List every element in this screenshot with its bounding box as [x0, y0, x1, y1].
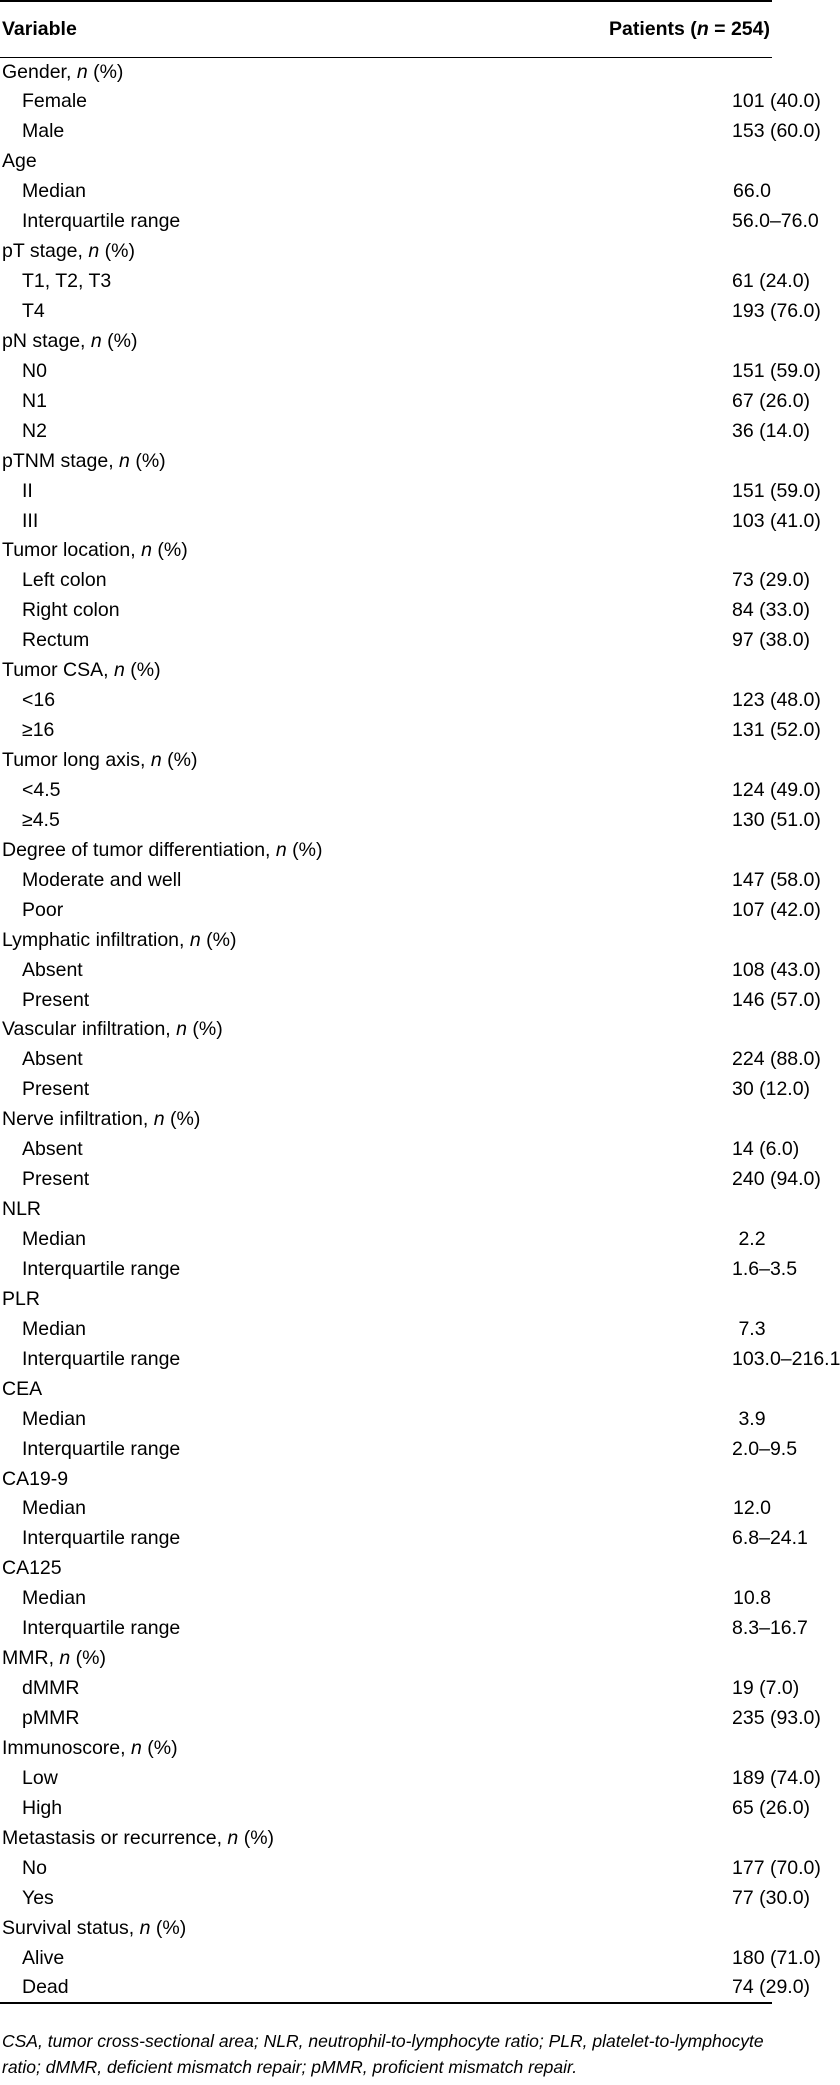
variable-label: Female — [22, 90, 88, 113]
variable-cell — [0, 1165, 440, 1195]
variable-cell — [0, 1344, 440, 1374]
variable-label: Tumor location, — [2, 539, 142, 562]
table-row — [0, 1763, 772, 1793]
variable-label: Lymphatic infiltration, — [2, 928, 190, 951]
value-cell — [440, 925, 772, 955]
variable-label-suffix: (%) — [87, 60, 124, 83]
variable-label-suffix: (%) — [161, 749, 198, 772]
variable-cell — [0, 746, 440, 776]
table-row — [0, 1404, 772, 1434]
variable-cell — [0, 716, 440, 746]
value-cell — [440, 1644, 772, 1674]
value-cell: 2.2 — [738, 1228, 766, 1251]
variable-label-suffix: (%) — [129, 449, 166, 472]
variable-label: Dead — [22, 1975, 69, 1998]
variable-label: Median — [22, 1587, 86, 1610]
variable-cell — [0, 1763, 440, 1793]
value-cell — [440, 326, 772, 356]
value-cell: 193 (76.0) — [732, 299, 821, 322]
value-cell — [440, 1823, 772, 1853]
value-cell — [440, 1913, 772, 1943]
variable-label: Absent — [22, 1138, 83, 1161]
variable-label-suffix: (%) — [200, 928, 237, 951]
variable-label: Present — [22, 1078, 90, 1101]
value-cell: 147 (58.0) — [732, 868, 821, 891]
table-row — [0, 117, 772, 147]
table-body — [0, 57, 840, 2003]
variable-label-n: n — [227, 1826, 239, 1849]
variable-cell — [0, 446, 440, 476]
table-row — [0, 1344, 772, 1374]
variable-label: N2 — [22, 419, 47, 442]
variable-label: T4 — [22, 299, 45, 322]
table-row — [0, 955, 772, 985]
variable-cell — [0, 1734, 440, 1764]
table-row — [0, 985, 772, 1015]
table-row — [0, 446, 772, 476]
table-row — [0, 1374, 772, 1404]
variable-cell — [0, 177, 440, 207]
value-cell — [440, 656, 772, 686]
table-row — [0, 776, 772, 806]
variable-cell — [0, 1404, 440, 1434]
variable-label: pT stage, — [2, 240, 89, 263]
variable-label-suffix: (%) — [101, 329, 138, 352]
value-cell: 6.8–24.1 — [732, 1527, 808, 1550]
value-cell: 10.8 — [733, 1587, 771, 1610]
value-cell: 151 (59.0) — [732, 479, 821, 502]
value-cell: 107 (42.0) — [732, 898, 821, 921]
table-row — [0, 1883, 772, 1913]
variable-cell — [0, 1973, 440, 2003]
table-row — [0, 1105, 772, 1135]
variable-label: Absent — [22, 958, 83, 981]
value-cell: 146 (57.0) — [732, 988, 821, 1011]
variable-cell — [0, 1913, 440, 1943]
variable-label-suffix: (%) — [124, 659, 161, 682]
variable-cell — [0, 835, 440, 865]
variable-cell — [0, 776, 440, 806]
header-patients-n: n — [696, 17, 709, 40]
variable-cell — [0, 1075, 440, 1105]
table-row — [0, 1853, 772, 1883]
variable-cell — [0, 1464, 440, 1494]
variable-cell — [0, 1853, 440, 1883]
table-row — [0, 835, 772, 865]
value-cell: 12.0 — [733, 1497, 771, 1520]
table-row — [0, 356, 772, 386]
value-cell: 97 (38.0) — [732, 629, 811, 652]
variable-label: ≥4.5 — [22, 808, 60, 831]
table-row — [0, 746, 772, 776]
table-row — [0, 1165, 772, 1195]
variable-label: CA125 — [2, 1557, 62, 1580]
variable-cell — [0, 895, 440, 925]
variable-label: II — [22, 479, 33, 502]
table-row — [0, 1943, 772, 1973]
value-cell: 84 (33.0) — [732, 599, 811, 622]
value-cell: 189 (74.0) — [732, 1766, 821, 1789]
variable-label: Median — [22, 1407, 86, 1430]
variable-cell — [0, 87, 440, 117]
variable-label: High — [22, 1796, 63, 1819]
variable-label: Degree of tumor differentiation, — [2, 838, 276, 861]
value-cell: 36 (14.0) — [732, 419, 811, 442]
variable-label: Low — [22, 1766, 58, 1789]
table-row — [0, 267, 772, 297]
variable-label: Tumor CSA, — [2, 659, 114, 682]
value-cell: 67 (26.0) — [732, 389, 811, 412]
variable-cell — [0, 1015, 440, 1045]
variable-label-n: n — [176, 1018, 187, 1041]
variable-label-n: n — [113, 659, 125, 682]
value-cell — [440, 57, 772, 87]
variable-cell — [0, 865, 440, 895]
header-patients — [440, 1, 772, 57]
variable-cell — [0, 1434, 440, 1464]
value-cell: 124 (49.0) — [732, 778, 821, 801]
variable-cell — [0, 1045, 440, 1075]
header-variable: Variable — [2, 17, 77, 40]
variable-label: Interquartile range — [22, 1617, 181, 1640]
table-row — [0, 1075, 772, 1105]
table-row — [0, 1225, 772, 1255]
value-cell: 7.3 — [738, 1317, 766, 1340]
table-row — [0, 925, 772, 955]
value-cell: 240 (94.0) — [732, 1168, 821, 1191]
variable-cell — [0, 955, 440, 985]
value-cell — [440, 1554, 772, 1584]
table-row — [0, 895, 772, 925]
variable-label-n: n — [139, 1916, 151, 1939]
table-row — [0, 1644, 772, 1674]
variable-label: Nerve infiltration, — [2, 1108, 154, 1131]
table-row — [0, 506, 772, 536]
variable-label: T1, T2, T3 — [22, 270, 112, 293]
variable-label: N0 — [22, 359, 47, 382]
value-cell: 130 (51.0) — [732, 808, 821, 831]
variable-label-suffix: (%) — [286, 838, 323, 861]
table-row — [0, 536, 772, 566]
variable-cell — [0, 566, 440, 596]
value-cell: 224 (88.0) — [732, 1048, 821, 1071]
variable-label: Absent — [22, 1048, 83, 1071]
value-cell: 56.0–76.0 — [732, 210, 819, 233]
variable-cell — [0, 1644, 440, 1674]
value-cell: 180 (71.0) — [732, 1946, 821, 1969]
variable-label: MMR, — [2, 1647, 60, 1670]
variable-cell — [0, 536, 440, 566]
table-row — [0, 1314, 772, 1344]
value-cell — [440, 147, 772, 177]
table-row — [0, 297, 772, 327]
table-row — [0, 207, 772, 237]
variable-cell — [0, 1584, 440, 1614]
value-cell — [440, 1015, 772, 1045]
value-cell: 30 (12.0) — [732, 1078, 811, 1101]
value-cell: 103.0–216.1 — [732, 1347, 840, 1370]
value-cell — [440, 1374, 772, 1404]
variable-label: Left colon — [22, 569, 107, 592]
variable-label-n: n — [88, 240, 100, 263]
variable-label: Right colon — [22, 599, 120, 622]
table-row — [0, 596, 772, 626]
value-cell — [440, 237, 772, 267]
variable-label: <4.5 — [22, 778, 61, 801]
variable-label: Male — [22, 120, 65, 143]
variable-cell — [0, 147, 440, 177]
variable-label: III — [22, 509, 39, 532]
variable-label: Age — [2, 150, 37, 173]
value-cell: 19 (7.0) — [732, 1677, 800, 1700]
value-cell — [440, 835, 772, 865]
value-cell: 77 (30.0) — [732, 1886, 811, 1909]
variable-label: Median — [22, 1497, 86, 1520]
variable-cell — [0, 1793, 440, 1823]
variable-label-suffix: (%) — [141, 1736, 178, 1759]
value-cell — [440, 446, 772, 476]
variable-label: Interquartile range — [22, 1347, 181, 1370]
table-row — [0, 1554, 772, 1584]
variable-cell — [0, 656, 440, 686]
value-cell: 66.0 — [733, 180, 771, 203]
table-row — [0, 1674, 772, 1704]
variable-label: Moderate and well — [22, 868, 182, 891]
variable-cell — [0, 1494, 440, 1524]
variable-label: Immunoscore, — [2, 1736, 131, 1759]
table-row — [0, 1045, 772, 1075]
table-row — [0, 1734, 772, 1764]
variable-label: <16 — [22, 689, 56, 712]
variable-label: PLR — [2, 1287, 40, 1310]
table-row — [0, 1434, 772, 1464]
header-patients-suffix: = 254) — [708, 17, 770, 40]
value-cell: 153 (60.0) — [732, 120, 821, 143]
variable-cell — [0, 985, 440, 1015]
variable-label-n: n — [119, 449, 130, 472]
value-cell: 8.3–16.7 — [732, 1617, 808, 1640]
value-cell: 14 (6.0) — [732, 1138, 800, 1161]
table-row — [0, 416, 772, 446]
variable-label-suffix: (%) — [70, 1647, 107, 1670]
variable-label: pMMR — [22, 1707, 80, 1730]
variable-label: Survival status, — [2, 1916, 140, 1939]
table-row — [0, 1284, 772, 1314]
variable-label: Interquartile range — [22, 1257, 181, 1280]
table-row — [0, 177, 772, 207]
variable-label: Metastasis or recurrence, — [2, 1826, 228, 1849]
variable-cell — [0, 1195, 440, 1225]
variable-label-suffix: (%) — [151, 539, 188, 562]
variable-label-n: n — [90, 329, 102, 352]
variable-label: pTNM stage, — [2, 449, 120, 472]
variable-cell — [0, 207, 440, 237]
variable-cell — [0, 117, 440, 147]
variable-label: Interquartile range — [22, 1437, 181, 1460]
variable-label: Present — [22, 1168, 90, 1191]
variable-label: Present — [22, 988, 90, 1011]
table-row — [0, 865, 772, 895]
table-row — [0, 1464, 772, 1494]
variable-label: Vascular infiltration, — [2, 1018, 177, 1041]
value-cell: 2.0–9.5 — [732, 1437, 798, 1460]
table-row — [0, 1584, 772, 1614]
variable-cell — [0, 386, 440, 416]
value-cell — [440, 1105, 772, 1135]
variable-label: pN stage, — [2, 329, 91, 352]
variable-label: CA19-9 — [2, 1467, 69, 1490]
variable-cell — [0, 1135, 440, 1165]
table-row — [0, 656, 772, 686]
variable-cell — [0, 1314, 440, 1344]
variable-label: Alive — [22, 1946, 65, 1969]
variable-label-n: n — [76, 60, 88, 83]
variable-label-n: n — [130, 1736, 142, 1759]
table-row — [0, 626, 772, 656]
variable-label: Median — [22, 1317, 86, 1340]
variable-label-suffix: (%) — [187, 1018, 223, 1041]
value-cell: 65 (26.0) — [732, 1796, 811, 1819]
value-cell — [440, 536, 772, 566]
value-cell — [440, 1195, 772, 1225]
table-row — [0, 1614, 772, 1644]
variable-cell — [0, 326, 440, 356]
variable-label: No — [22, 1856, 47, 1879]
table-row — [0, 1135, 772, 1165]
variable-label-suffix: (%) — [238, 1826, 275, 1849]
table-row — [0, 386, 772, 416]
variable-cell — [0, 1943, 440, 1973]
variable-label-n: n — [189, 928, 201, 951]
variable-cell — [0, 1105, 440, 1135]
variable-cell — [0, 1255, 440, 1285]
value-cell: 123 (48.0) — [732, 689, 821, 712]
table-row — [0, 1195, 772, 1225]
variable-label-n: n — [141, 539, 152, 562]
table-row — [0, 476, 772, 506]
value-cell: 74 (29.0) — [732, 1975, 811, 1998]
value-cell — [440, 746, 772, 776]
value-cell: 131 (52.0) — [732, 719, 821, 742]
value-cell: 103 (41.0) — [732, 509, 821, 532]
value-cell: 177 (70.0) — [732, 1856, 821, 1879]
variable-label: Yes — [22, 1886, 54, 1909]
variable-label-n: n — [275, 838, 287, 861]
variable-label: Median — [22, 1228, 86, 1251]
variable-cell — [0, 1704, 440, 1734]
variable-cell — [0, 506, 440, 536]
variable-cell — [0, 1374, 440, 1404]
table-row — [0, 1494, 772, 1524]
table-row — [0, 1255, 772, 1285]
header-patients-prefix: Patients ( — [609, 17, 697, 40]
variable-label-n: n — [153, 1108, 165, 1131]
value-cell: 101 (40.0) — [732, 90, 821, 113]
table-row — [0, 57, 772, 87]
variable-label: dMMR — [22, 1677, 80, 1700]
variable-label-suffix: (%) — [164, 1108, 201, 1131]
table-footnote: CSA, tumor cross-sectional area; NLR, neutrophil-to-lymphocyte ratio; PLR, platelet-to-lymphocyte ratio; dMMR, deficient mismatch repair; pMMR, proficient mismatch repair. — [2, 2031, 764, 2077]
variable-cell — [0, 596, 440, 626]
variable-label-n: n — [150, 749, 162, 772]
variable-cell — [0, 416, 440, 446]
variable-cell — [0, 476, 440, 506]
table-row — [0, 686, 772, 716]
value-cell — [440, 1464, 772, 1494]
value-cell: 3.9 — [738, 1407, 766, 1430]
table-row — [0, 716, 772, 746]
table-row — [0, 1823, 772, 1853]
variable-label: Interquartile range — [22, 1527, 181, 1550]
variable-cell — [0, 626, 440, 656]
variable-label-suffix: (%) — [99, 240, 135, 263]
variable-cell — [0, 57, 440, 87]
table-row — [0, 1704, 772, 1734]
variable-label: CEA — [2, 1377, 43, 1400]
table-row — [0, 1793, 772, 1823]
table-row — [0, 566, 772, 596]
variable-cell — [0, 1823, 440, 1853]
variable-label: Gender, — [2, 60, 77, 83]
variable-label-n: n — [59, 1647, 71, 1670]
variable-cell — [0, 1225, 440, 1255]
table-header-row — [0, 1, 772, 57]
variable-cell — [0, 237, 440, 267]
variable-cell — [0, 1284, 440, 1314]
variable-label-suffix: (%) — [150, 1916, 187, 1939]
table-row — [0, 1524, 772, 1554]
table-row — [0, 237, 772, 267]
table-row — [0, 805, 772, 835]
variable-label: Tumor long axis, — [2, 749, 151, 772]
variable-label: Rectum — [22, 629, 90, 652]
table-row — [0, 326, 772, 356]
value-cell: 235 (93.0) — [732, 1707, 821, 1730]
variable-cell — [0, 925, 440, 955]
value-cell: 1.6–3.5 — [732, 1257, 798, 1280]
variable-label: N1 — [22, 389, 47, 412]
value-cell: 73 (29.0) — [732, 569, 811, 592]
table-row — [0, 1913, 772, 1943]
value-cell — [440, 1284, 772, 1314]
variable-label: Median — [22, 180, 86, 203]
variable-label: Poor — [22, 898, 64, 921]
variable-label: Interquartile range — [22, 210, 181, 233]
variable-cell — [0, 297, 440, 327]
value-cell: 108 (43.0) — [732, 958, 821, 981]
table-row — [0, 1973, 772, 2003]
value-cell: 151 (59.0) — [732, 359, 821, 382]
table-row — [0, 1015, 772, 1045]
table-row — [0, 147, 772, 177]
variable-cell — [0, 1554, 440, 1584]
variable-cell — [0, 1883, 440, 1913]
variable-label: ≥16 — [22, 719, 55, 742]
variable-label: NLR — [2, 1198, 42, 1221]
table-row — [0, 87, 772, 117]
variable-cell — [0, 356, 440, 386]
variable-cell — [0, 686, 440, 716]
variable-cell — [0, 1524, 440, 1554]
variable-cell — [0, 1674, 440, 1704]
variable-cell — [0, 805, 440, 835]
variable-cell — [0, 267, 440, 297]
value-cell — [440, 1734, 772, 1764]
variable-cell — [0, 1614, 440, 1644]
value-cell: 61 (24.0) — [732, 270, 811, 293]
